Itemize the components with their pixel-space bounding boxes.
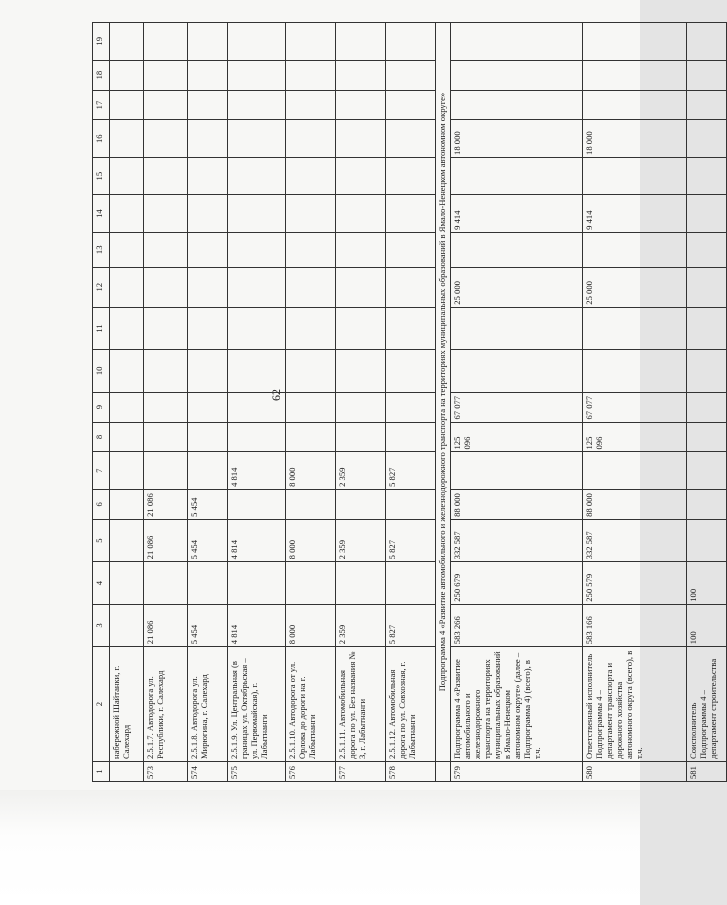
row-number-cell: 575 (228, 762, 286, 782)
value-cell (451, 90, 583, 120)
value-cell (228, 350, 286, 392)
value-cell (110, 90, 144, 120)
value-cell: 5 454 (188, 604, 228, 646)
table-row (188, 23, 228, 782)
row-name-cell: 2.5.1.7. Автодорога ул. Республики, г. Салехард (144, 647, 188, 762)
value-cell (110, 422, 144, 452)
value-cell (386, 120, 436, 157)
column-header: 2 (93, 647, 110, 762)
value-cell (228, 195, 286, 232)
value-cell (286, 422, 336, 452)
value-cell (110, 392, 144, 422)
value-cell (110, 489, 144, 519)
value-cell (110, 60, 144, 90)
value-cell (110, 120, 144, 157)
value-cell (286, 562, 336, 604)
value-cell (144, 60, 188, 90)
value-cell (110, 23, 144, 61)
row-number-cell: 577 (336, 762, 386, 782)
row-number-cell: 581 (687, 762, 727, 782)
value-cell: 5 827 (386, 604, 436, 646)
value-cell: 8 000 (286, 604, 336, 646)
value-cell (386, 489, 436, 519)
value-cell (188, 422, 228, 452)
value-cell (687, 267, 727, 307)
column-header: 11 (93, 307, 110, 349)
column-header: 6 (93, 489, 110, 519)
value-cell: 125 096 (451, 422, 583, 452)
value-cell (144, 90, 188, 120)
section-title: Подпрограмма 4 «Развитие автомобильного и железнодорожного транспорта на территориях муниципальных образований в Ямало-Ненецком автономном округе» (436, 23, 451, 762)
value-cell (336, 232, 386, 267)
value-cell (336, 157, 386, 194)
value-cell (110, 157, 144, 194)
value-cell (687, 350, 727, 392)
value-cell (110, 452, 144, 489)
value-cell (687, 90, 727, 120)
value-cell (583, 452, 687, 489)
value-cell (687, 519, 727, 561)
value-cell (336, 392, 386, 422)
value-cell: 8 000 (286, 452, 336, 489)
table-row (144, 23, 188, 782)
value-cell: 67 077 (583, 392, 687, 422)
value-cell: 332 587 (583, 519, 687, 561)
rotated-table-frame (92, 22, 718, 782)
value-cell (687, 157, 727, 194)
value-cell (188, 350, 228, 392)
value-cell (144, 392, 188, 422)
value-cell (386, 157, 436, 194)
value-cell (144, 120, 188, 157)
value-cell (188, 90, 228, 120)
row-number-cell: 576 (286, 762, 336, 782)
value-cell: 25 000 (583, 267, 687, 307)
value-cell (687, 120, 727, 157)
budget-table (92, 22, 727, 782)
value-cell (286, 307, 336, 349)
value-cell: 88 000 (451, 489, 583, 519)
value-cell (228, 120, 286, 157)
value-cell (583, 90, 687, 120)
value-cell (188, 195, 228, 232)
value-cell (336, 350, 386, 392)
value-cell (110, 519, 144, 561)
value-cell: 88 000 (583, 489, 687, 519)
value-cell (110, 562, 144, 604)
table-row (110, 23, 144, 782)
value-cell (228, 422, 286, 452)
value-cell (336, 23, 386, 61)
table-row (583, 23, 687, 782)
column-header: 4 (93, 562, 110, 604)
value-cell (188, 60, 228, 90)
value-cell (110, 604, 144, 646)
value-cell (144, 422, 188, 452)
value-cell (336, 60, 386, 90)
column-header: 18 (93, 60, 110, 90)
value-cell (386, 23, 436, 61)
value-cell (144, 267, 188, 307)
row-name-cell: Подпрограмма 4 «Развитие автомобильного и железнодорожного транспорта на территориях муниципальных образований в Ямало-Ненецком автономном округе» (далее – Подпрограмма 4) (всего), в т.ч. (451, 647, 583, 762)
row-number-cell: 578 (386, 762, 436, 782)
value-cell (286, 350, 336, 392)
value-cell (228, 489, 286, 519)
value-cell (144, 232, 188, 267)
value-cell (286, 392, 336, 422)
value-cell (286, 157, 336, 194)
value-cell (687, 489, 727, 519)
value-cell: 25 000 (451, 267, 583, 307)
value-cell (687, 452, 727, 489)
value-cell (336, 120, 386, 157)
value-cell: 4 814 (228, 452, 286, 489)
value-cell (188, 267, 228, 307)
table-row (386, 23, 436, 782)
column-header: 9 (93, 392, 110, 422)
value-cell: 9 414 (451, 195, 583, 232)
row-number-cell: 579 (451, 762, 583, 782)
value-cell (188, 307, 228, 349)
row-name-cell: 2.5.1.8. Автодорога ул. Мирюгина, г. Салехард (188, 647, 228, 762)
value-cell (228, 60, 286, 90)
value-cell (583, 232, 687, 267)
value-cell (687, 195, 727, 232)
value-cell (583, 307, 687, 349)
value-cell (386, 422, 436, 452)
value-cell: 5 454 (188, 519, 228, 561)
table-row (228, 23, 286, 782)
value-cell (286, 232, 336, 267)
value-cell (110, 195, 144, 232)
value-cell (336, 562, 386, 604)
value-cell (336, 489, 386, 519)
row-name-cell: набережной Шайтанки, г. Салехард (110, 647, 144, 762)
value-cell: 5 454 (188, 489, 228, 519)
row-number-cell: 580 (583, 762, 687, 782)
value-cell: 583 266 (451, 604, 583, 646)
table-row (286, 23, 336, 782)
row-name-cell: 2.5.1.10. Автодорога от ул. Орлова до дороги на г. Лабытнанги (286, 647, 336, 762)
value-cell (451, 60, 583, 90)
value-cell: 125 096 (583, 422, 687, 452)
value-cell: 18 000 (451, 120, 583, 157)
value-cell (451, 23, 583, 61)
page-number: 62 (269, 389, 283, 401)
value-cell (336, 90, 386, 120)
column-header: 5 (93, 519, 110, 561)
value-cell (451, 157, 583, 194)
row-number-cell: 573 (144, 762, 188, 782)
value-cell: 67 077 (451, 392, 583, 422)
value-cell (228, 23, 286, 61)
value-cell (110, 232, 144, 267)
scan-margin (0, 790, 640, 905)
value-cell: 21 086 (144, 519, 188, 561)
value-cell (110, 267, 144, 307)
value-cell (451, 350, 583, 392)
value-cell (451, 232, 583, 267)
value-cell (386, 562, 436, 604)
value-cell (336, 267, 386, 307)
column-header: 7 (93, 452, 110, 489)
value-cell (336, 307, 386, 349)
value-cell: 100 (687, 604, 727, 646)
value-cell (386, 307, 436, 349)
value-cell (386, 195, 436, 232)
table-row (336, 23, 386, 782)
value-cell (286, 90, 336, 120)
value-cell (188, 23, 228, 61)
value-cell (386, 350, 436, 392)
value-cell (110, 350, 144, 392)
value-cell: 2 359 (336, 452, 386, 489)
value-cell (687, 23, 727, 61)
row-name-cell: Соисполнитель Подпрограммы 4 – департамент строительства (687, 647, 727, 762)
value-cell: 21 086 (144, 489, 188, 519)
value-cell (336, 195, 386, 232)
value-cell (687, 307, 727, 349)
row-name-cell: 2.5.1.11. Автомобильная дорога по ул. Без названия № 3, г. Лабытнанги (336, 647, 386, 762)
column-header: 19 (93, 23, 110, 61)
value-cell: 2 359 (336, 519, 386, 561)
value-cell (687, 392, 727, 422)
value-cell (687, 422, 727, 452)
value-cell: 583 166 (583, 604, 687, 646)
row-name-cell: Ответственный исполнитель Подпрограммы 4 – департамент транспорта и дорожного хозяйства автономного округа (всего), в т.ч. (583, 647, 687, 762)
value-cell (228, 157, 286, 194)
row-name-cell: 2.5.1.12. Автомобильная дорога по ул. Совхозная, г. Лабытнанги (386, 647, 436, 762)
value-cell: 4 814 (228, 604, 286, 646)
value-cell (286, 195, 336, 232)
value-cell (228, 232, 286, 267)
value-cell (286, 60, 336, 90)
row-number-cell (110, 762, 144, 782)
column-header: 3 (93, 604, 110, 646)
value-cell (144, 157, 188, 194)
value-cell (451, 452, 583, 489)
value-cell (188, 157, 228, 194)
value-cell (144, 23, 188, 61)
column-header: 15 (93, 157, 110, 194)
value-cell: 21 086 (144, 604, 188, 646)
section-row (436, 23, 451, 782)
value-cell (386, 267, 436, 307)
value-cell (451, 307, 583, 349)
value-cell (188, 562, 228, 604)
value-cell (228, 562, 286, 604)
value-cell: 250 679 (451, 562, 583, 604)
value-cell: 2 359 (336, 604, 386, 646)
value-cell (286, 120, 336, 157)
column-header: 1 (93, 762, 110, 782)
header-row (93, 23, 110, 782)
value-cell (583, 350, 687, 392)
value-cell (188, 452, 228, 489)
value-cell (286, 23, 336, 61)
column-header: 16 (93, 120, 110, 157)
column-header: 13 (93, 232, 110, 267)
section-spacer (436, 762, 451, 782)
value-cell (583, 157, 687, 194)
column-header: 14 (93, 195, 110, 232)
value-cell (386, 90, 436, 120)
value-cell: 100 (687, 562, 727, 604)
value-cell (144, 562, 188, 604)
value-cell (228, 392, 286, 422)
value-cell (286, 489, 336, 519)
value-cell: 9 414 (583, 195, 687, 232)
value-cell: 5 827 (386, 519, 436, 561)
value-cell: 4 814 (228, 519, 286, 561)
value-cell: 332 587 (451, 519, 583, 561)
value-cell (583, 23, 687, 61)
value-cell: 250 579 (583, 562, 687, 604)
table-container (92, 22, 718, 782)
value-cell (188, 392, 228, 422)
table-row (451, 23, 583, 782)
value-cell (228, 267, 286, 307)
value-cell (687, 60, 727, 90)
table-row (687, 23, 727, 782)
value-cell (386, 392, 436, 422)
value-cell (228, 307, 286, 349)
value-cell: 5 827 (386, 452, 436, 489)
value-cell (144, 195, 188, 232)
column-header: 8 (93, 422, 110, 452)
row-number-cell: 574 (188, 762, 228, 782)
value-cell (228, 90, 286, 120)
value-cell (583, 60, 687, 90)
value-cell (144, 452, 188, 489)
value-cell (110, 307, 144, 349)
value-cell (336, 422, 386, 452)
column-header: 10 (93, 350, 110, 392)
value-cell (386, 232, 436, 267)
column-header: 17 (93, 90, 110, 120)
column-header: 12 (93, 267, 110, 307)
value-cell (687, 232, 727, 267)
value-cell: 18 000 (583, 120, 687, 157)
value-cell (188, 232, 228, 267)
value-cell (286, 267, 336, 307)
value-cell (144, 350, 188, 392)
row-name-cell: 2.5.1.9. Ул. Центральная (в границах ул. Октябрьская – ул. Первомайская), г. Лабытнанги (228, 647, 286, 762)
value-cell: 8 000 (286, 519, 336, 561)
value-cell (188, 120, 228, 157)
value-cell (386, 60, 436, 90)
value-cell (144, 307, 188, 349)
